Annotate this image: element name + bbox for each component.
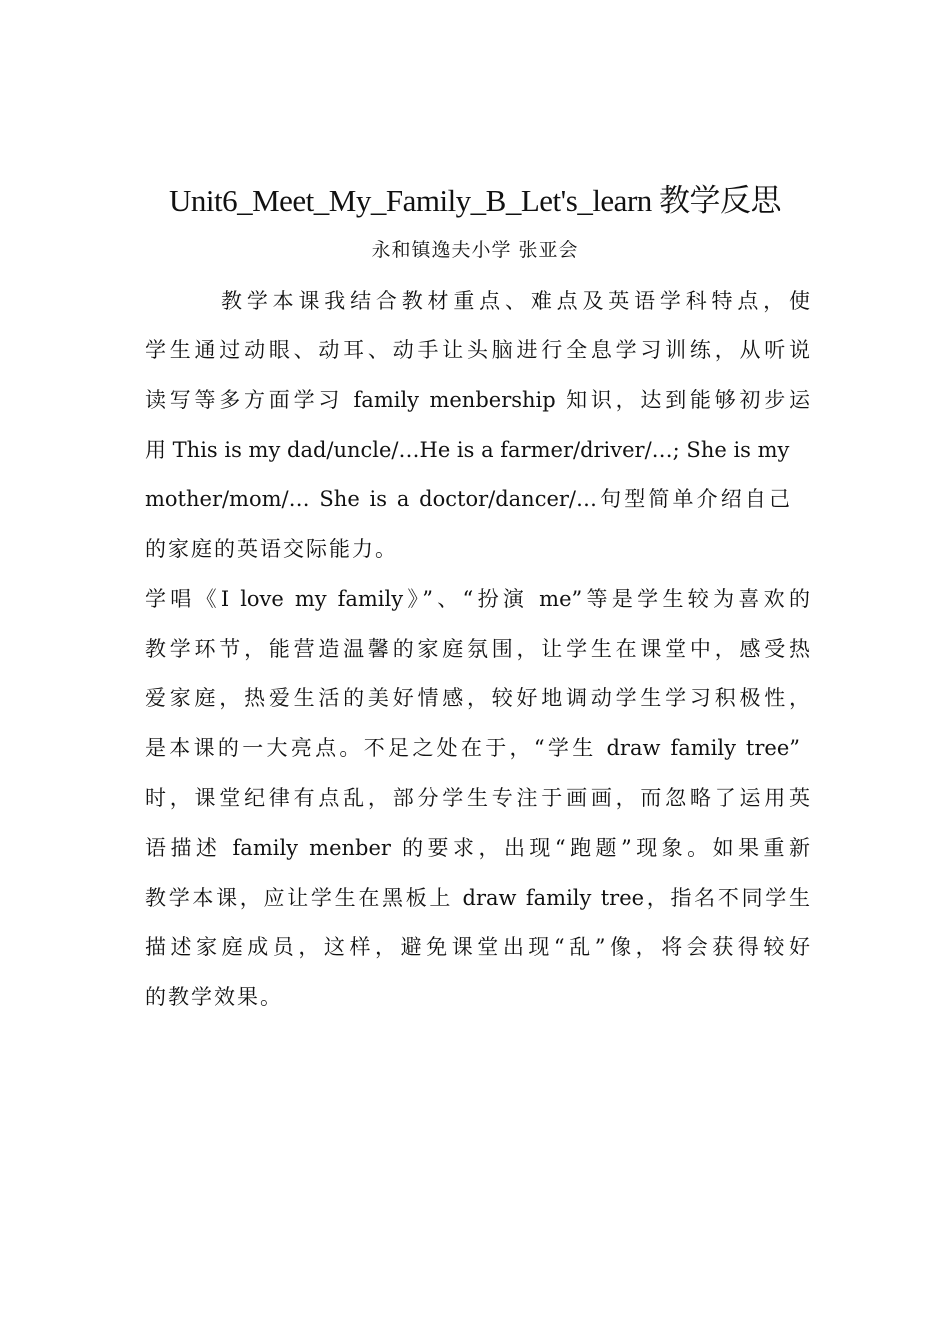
paragraph-line: 的教学效果。 (145, 985, 283, 1009)
paragraph-line: 是本课的一大亮点。不足之处在于，“学生 draw family tree” (145, 736, 800, 760)
paragraph-line: 教学本课，应让学生在黑板上 draw family tree，指名不同学生 (145, 886, 810, 910)
paragraph-line: 教学环节，能营造温馨的家庭氛围，让学生在课堂中，感受热 (145, 637, 810, 661)
paragraph-line: 用 This is my dad/uncle/…He is a farmer/driver/…; She is my (145, 438, 790, 462)
author-line: 永和镇逸夫小学 张亚会 (371, 239, 579, 261)
paragraph-line: 时，课堂纪律有点乱，部分学生专注于画画，而忽略了运用英 (145, 786, 810, 810)
paragraph-line: 学生通过动眼、动耳、动手让头脑进行全息学习训练，从听说 (145, 338, 810, 362)
paragraph-line: 的家庭的英语交际能力。 (145, 537, 398, 561)
paragraph-line: 语描述 family menber 的要求，出现“跑题”现象。如果重新 (145, 836, 810, 860)
paragraph-line: 读写等多方面学习 family menbership 知识，达到能够初步运 (145, 388, 810, 412)
paragraph-line: 爱家庭，热爱生活的美好情感，较好地调动学生学习积极性， (145, 686, 810, 710)
paragraph-line: 教学本课我结合教材重点、难点及英语学科特点，使 (221, 289, 810, 313)
paragraph-line: 描述家庭成员，这样，避免课堂出现“乱”像，将会获得较好 (145, 935, 810, 959)
document-title: Unit6_Meet_My_Family_B_Let's_learn 教学反思 (168, 183, 782, 218)
paragraph-line: 学唱《I love my family》”、“扮演 me”等是学生较为喜欢的 (145, 587, 810, 611)
paragraph-line: mother/mom/… She is a doctor/dancer/…句型简单介绍自己 (145, 487, 790, 511)
